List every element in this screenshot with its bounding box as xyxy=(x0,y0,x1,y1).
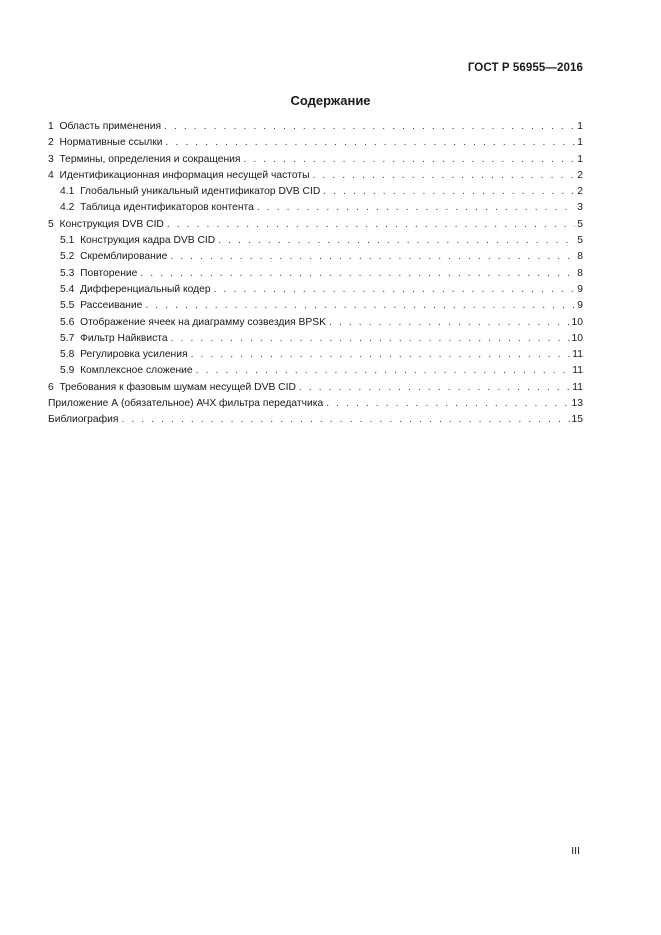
toc-entry-page: 8 xyxy=(577,267,583,279)
toc-entry[interactable] xyxy=(48,119,583,135)
toc-entry-text: Нормативные ссылки xyxy=(59,137,163,149)
toc-entry-number: 3 xyxy=(48,153,54,165)
page-title: Содержание xyxy=(290,93,371,108)
toc-entry-number: 2 xyxy=(48,137,54,149)
toc-entry-text: Приложение А (обязательное) АЧХ фильтра передатчика xyxy=(48,398,324,410)
toc-entry-page: 10 xyxy=(571,332,583,344)
toc-entry-number: 5.8 xyxy=(60,349,75,361)
dot-leader xyxy=(171,331,570,347)
toc-entry-page: 2 xyxy=(577,169,583,181)
toc-entry-label xyxy=(48,152,240,168)
toc-entry-label xyxy=(60,298,142,314)
toc-entry[interactable] xyxy=(48,266,583,282)
toc-entry-page: 13 xyxy=(571,398,583,410)
toc-entry-page: 9 xyxy=(577,283,583,295)
dot-leader xyxy=(218,233,575,249)
toc-entry[interactable] xyxy=(48,298,583,314)
toc-entry-number: 4 xyxy=(48,169,54,181)
document-header: ГОСТ Р 56955—2016 xyxy=(467,62,583,74)
toc-entry-label xyxy=(60,200,254,216)
dot-leader xyxy=(121,412,569,428)
dot-leader xyxy=(323,184,575,200)
dot-leader xyxy=(329,315,570,331)
toc-entry-label xyxy=(60,233,215,249)
toc-entry-number: 6 xyxy=(48,381,54,393)
toc-entry[interactable] xyxy=(48,347,583,363)
toc-entry-text: Конструкция DVB CID xyxy=(59,218,164,230)
toc-entry-text: Регулировка усиления xyxy=(80,349,188,361)
toc-entry-label xyxy=(48,135,163,151)
toc-entry-page: 15 xyxy=(571,414,583,426)
toc-entry-number: 5.7 xyxy=(60,332,75,344)
dot-leader xyxy=(167,217,575,233)
toc-entry-page: 3 xyxy=(577,202,583,214)
toc-entry-label xyxy=(48,380,296,396)
toc-entry-text: Дифференциальный кодер xyxy=(80,283,211,295)
toc-entry-label xyxy=(60,266,137,282)
toc-entry-number: 5.2 xyxy=(60,251,75,263)
toc-entry-text: Глобальный уникальный идентификатор DVB CID xyxy=(80,186,321,198)
toc-entry-page: 11 xyxy=(572,349,583,361)
toc-entry-page: 11 xyxy=(572,365,583,377)
toc-entry-label xyxy=(60,363,193,379)
toc-entry[interactable] xyxy=(48,315,583,331)
dot-leader xyxy=(170,249,575,265)
toc-entry-page: 1 xyxy=(577,137,583,149)
toc-entry-text: Отображение ячеек на диаграмму созвездия BPSK xyxy=(80,316,327,328)
toc-entry-page: 5 xyxy=(577,218,583,230)
toc-entry[interactable] xyxy=(48,135,583,151)
dot-leader xyxy=(214,282,576,298)
toc-entry[interactable] xyxy=(48,380,583,396)
dot-leader xyxy=(140,266,575,282)
toc-entry[interactable] xyxy=(48,184,583,200)
dot-leader xyxy=(299,380,570,396)
toc-entry[interactable] xyxy=(48,233,583,249)
dot-leader xyxy=(196,363,571,379)
dot-leader xyxy=(243,152,575,168)
dot-leader xyxy=(191,347,571,363)
page-number: III xyxy=(571,845,580,857)
toc-entry-label xyxy=(60,347,188,363)
toc-entry-page: 2 xyxy=(577,186,583,198)
toc-entry[interactable] xyxy=(48,249,583,265)
toc-entry-number: 4.2 xyxy=(60,202,75,214)
toc-entry-number: 5.4 xyxy=(60,283,75,295)
toc-entry[interactable] xyxy=(48,282,583,298)
toc-entry[interactable] xyxy=(48,412,583,428)
toc-entry-number: 5.9 xyxy=(60,365,75,377)
toc-entry-label xyxy=(60,331,168,347)
toc-entry-label xyxy=(48,168,309,184)
dot-leader xyxy=(145,298,575,314)
toc-entry-number: 5.3 xyxy=(60,267,75,279)
toc-entry-number: 5.1 xyxy=(60,235,75,247)
dot-leader xyxy=(326,396,569,412)
toc-entry-page: 8 xyxy=(577,251,583,263)
toc-entry[interactable] xyxy=(48,396,583,412)
toc-entry-page: 11 xyxy=(572,381,583,393)
toc-entry-text: Термины, определения и сокращения xyxy=(59,153,241,165)
toc-entry-label xyxy=(60,249,167,265)
toc-entry[interactable] xyxy=(48,363,583,379)
toc-entry-label xyxy=(60,282,211,298)
toc-entry[interactable] xyxy=(48,200,583,216)
toc-entry-text: Таблица идентификаторов контента xyxy=(80,202,254,214)
dot-leader xyxy=(164,119,575,135)
toc-entry-text: Библиография xyxy=(48,414,119,426)
toc-entry-label xyxy=(48,217,164,233)
toc-entry-label xyxy=(60,315,326,331)
toc-entry-number: 5 xyxy=(48,218,54,230)
dot-leader xyxy=(257,200,575,216)
toc-entry-label xyxy=(48,119,161,135)
toc-entry-text: Конструкция кадра DVB CID xyxy=(80,235,216,247)
toc-entry[interactable] xyxy=(48,331,583,347)
dot-leader xyxy=(312,168,575,184)
toc-entry-number: 1 xyxy=(48,121,54,132)
toc-entry-page: 5 xyxy=(577,235,583,247)
toc-entry-page: 9 xyxy=(577,300,583,312)
toc-entry[interactable] xyxy=(48,152,583,168)
toc-entry-page: 10 xyxy=(571,316,583,328)
toc-entry[interactable] xyxy=(48,168,583,184)
toc-entry-number: 4.1 xyxy=(60,186,75,198)
toc-entry-page: 1 xyxy=(577,153,583,165)
toc-entry-text: Рассеивание xyxy=(80,300,143,312)
table-of-contents xyxy=(48,119,583,429)
toc-entry-text: Идентификационная информация несущей частоты xyxy=(59,169,310,181)
toc-entry-text: Требования к фазовым шумам несущей DVB CID xyxy=(59,381,296,393)
toc-entry-text: Область применения xyxy=(59,121,162,132)
toc-entry-text: Скремблирование xyxy=(80,251,168,263)
dot-leader xyxy=(166,135,576,151)
toc-entry-page: 1 xyxy=(577,121,583,132)
toc-entry-text: Повторение xyxy=(80,267,138,279)
toc-entry-number: 5.5 xyxy=(60,300,75,312)
toc-entry[interactable] xyxy=(48,217,583,233)
toc-entry-label xyxy=(48,396,323,412)
toc-entry-label xyxy=(48,412,118,428)
toc-entry-label xyxy=(60,184,320,200)
toc-entry-text: Фильтр Найквиста xyxy=(80,332,168,344)
toc-entry-text: Комплексное сложение xyxy=(80,365,193,377)
toc-entry-number: 5.6 xyxy=(60,316,75,328)
